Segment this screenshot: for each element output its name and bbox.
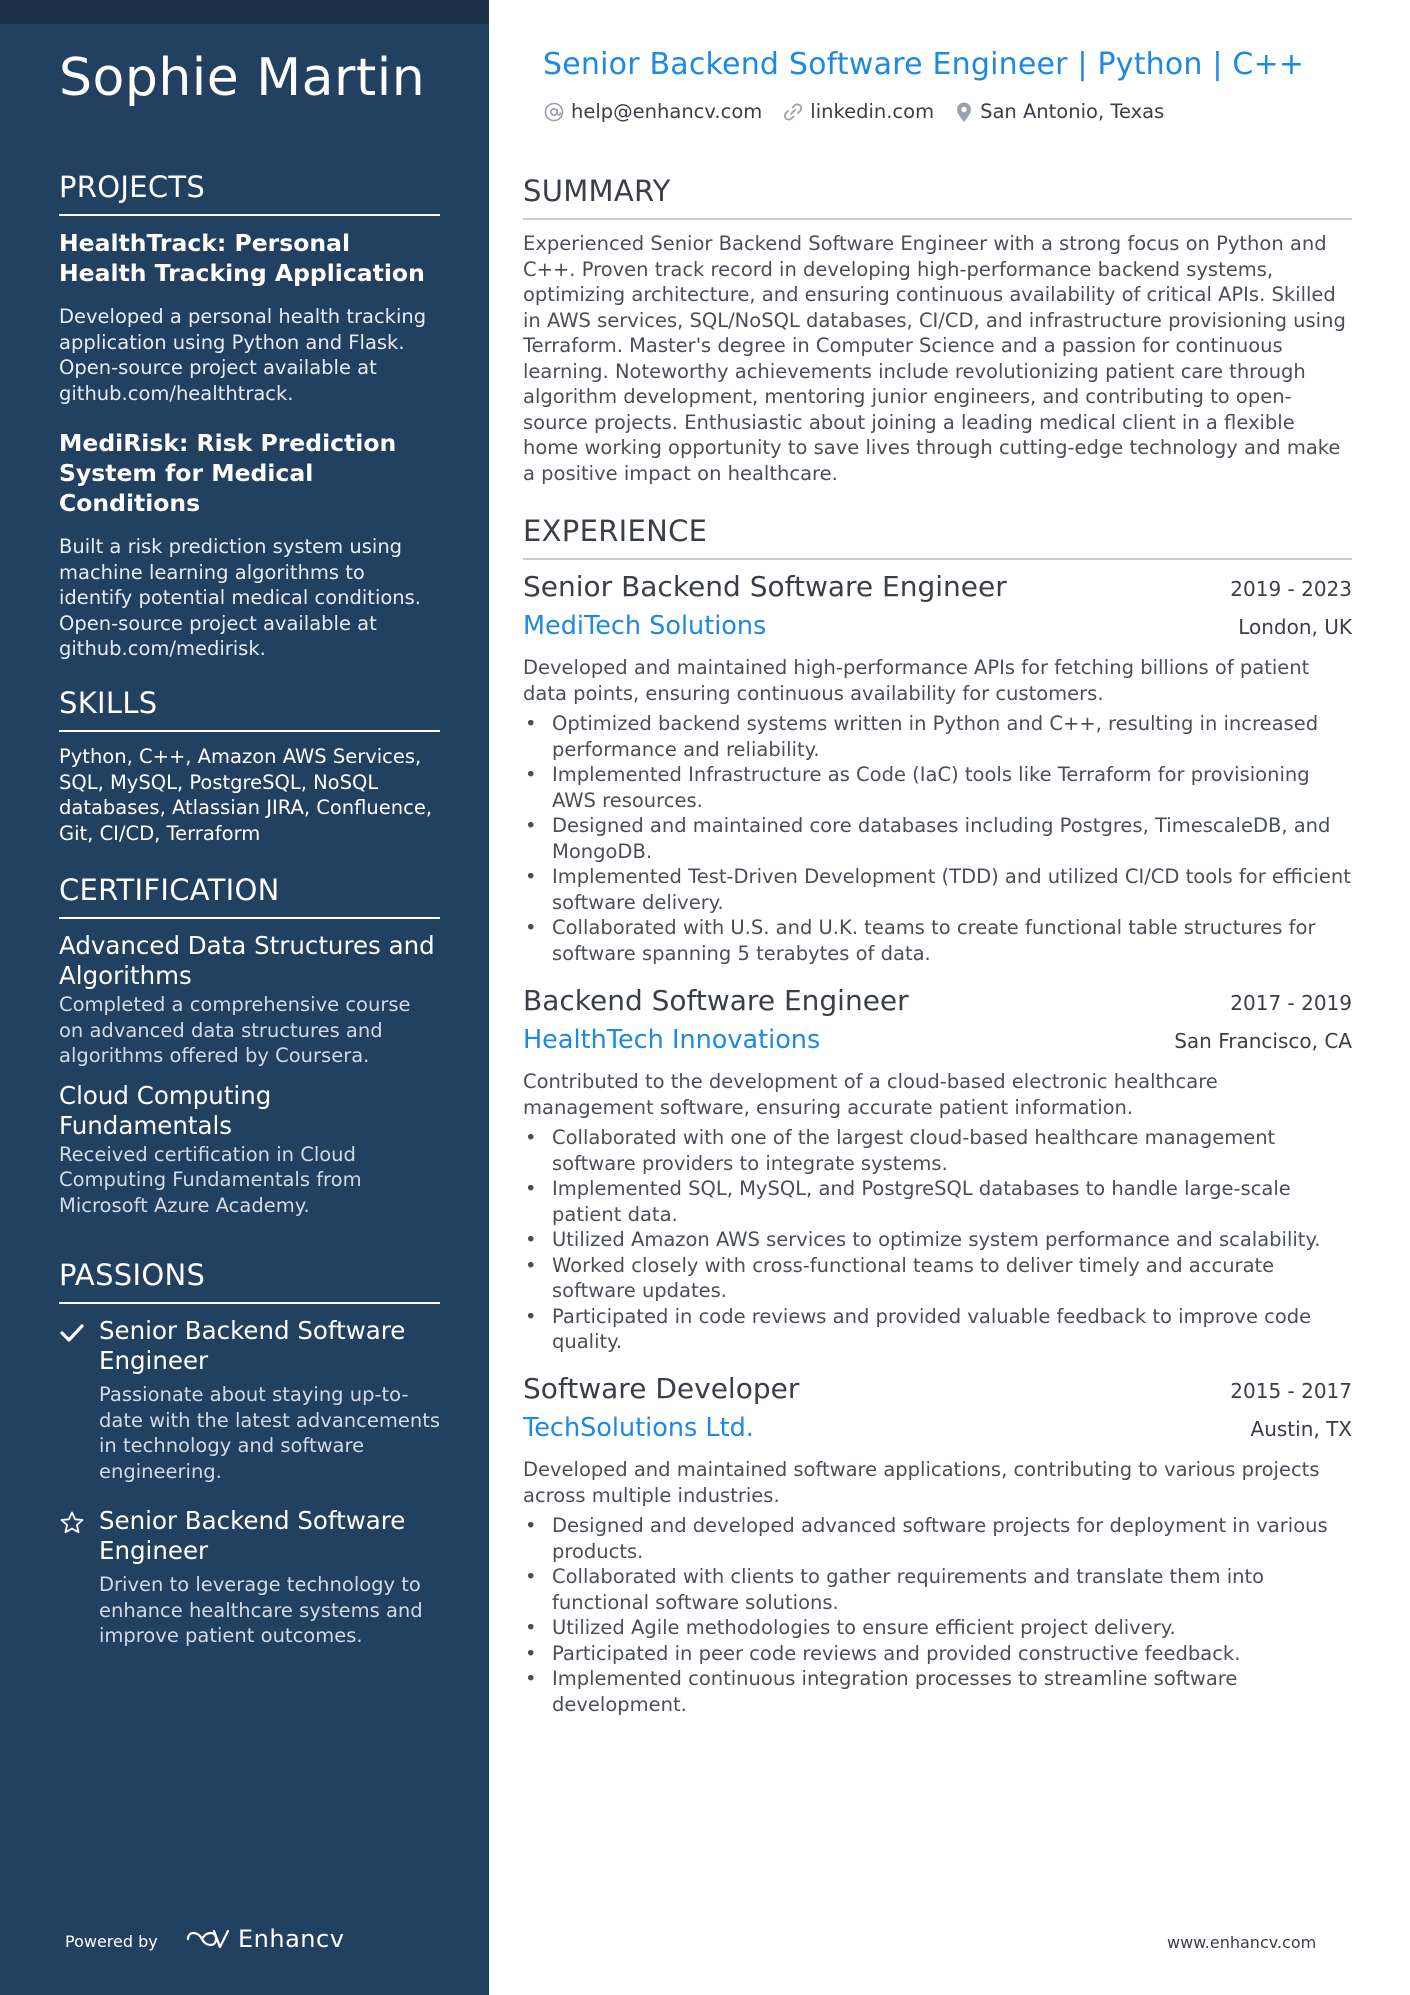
job-location: Austin, TX [1250,1417,1352,1441]
job-company: MediTech Solutions [523,611,767,641]
projects-section [59,170,440,662]
checkmark-icon [59,1320,85,1346]
job-description: Contributed to the development of a cloud-based electronic healthcare management software, ensuring accurate patient information. [523,1070,1218,1119]
job-location: San Francisco, CA [1174,1029,1352,1053]
job-bullet: • Participated in code reviews and provided valuable feedback to improve code quality. [523,1304,1352,1355]
job-location: London, UK [1238,615,1352,639]
job-bullet: • Participated in peer code reviews and provided constructive feedback. [523,1641,1352,1667]
projects-heading: PROJECTS [59,170,440,216]
location-pin-icon [954,101,974,123]
job-title: Senior Backend Software Engineer [523,570,1007,603]
certification-item [59,1081,440,1219]
job-bullet: • Collaborated with one of the largest cloud-based healthcare management software providers to integrate systems. [523,1125,1352,1176]
job-dates: 2017 - 2019 [1230,991,1352,1015]
job-bullet: • Implemented continuous integration processes to streamline software development. [523,1666,1352,1717]
headline: Senior Backend Software Engineer | Python | C++ [543,47,1305,82]
enhancv-logo-icon [184,1927,230,1951]
project-title: MediRisk: Risk Prediction System for Medical Conditions [59,429,397,517]
job-bullet: • Collaborated with U.S. and U.K. teams to create functional table structures for software spanning 5 terabytes of data. [523,915,1352,966]
job-bullet: • Worked closely with cross-functional teams to deliver timely and accurate software updates. [523,1253,1352,1304]
contact-email-text: help@enhancv.com [571,100,763,123]
job-bullet-list [523,1513,1352,1717]
job-bullet: • Designed and maintained core databases including Postgres, TimescaleDB, and MongoDB. [523,813,1352,864]
sidebar-top-bar [0,0,489,24]
passion-item [59,1506,440,1649]
job-description: Developed and maintained software applications, contributing to various projects across multiple industries. [523,1458,1320,1507]
job-title: Software Developer [523,1372,800,1405]
candidate-name: Sophie Martin [59,48,426,108]
contact-linkedin[interactable] [782,100,934,123]
passion-title: Senior Backend Software Engineer [99,1506,406,1565]
job-bullet: • Collaborated with clients to gather requirements and translate them into functional software solutions. [523,1564,1352,1615]
job-bullet: • Utilized Agile methodologies to ensure efficient project delivery. [523,1615,1352,1641]
enhancv-brand-name: Enhancv [238,1925,345,1953]
skills-heading: SKILLS [59,686,440,732]
powered-by-label: Powered by [65,1932,158,1951]
contact-email[interactable] [543,100,762,123]
contact-location [954,100,1164,123]
project-item [59,428,440,662]
project-description: Built a risk prediction system using machine learning algorithms to identify potential medical conditions. Open-source project available at github.com/medirisk. [59,535,422,660]
project-title: HealthTrack: Personal Health Tracking Application [59,229,425,287]
job-description: Developed and maintained high-performance APIs for fetching billions of patient data points, ensuring continuous availability for customers. [523,656,1310,705]
certification-title: Cloud Computing Fundamentals [59,1080,272,1140]
passions-section [59,1258,440,1649]
star-icon [59,1510,85,1536]
job-bullet: • Designed and developed advanced software projects for deployment in various products. [523,1513,1352,1564]
at-sign-icon [543,101,565,123]
job-dates: 2015 - 2017 [1230,1379,1352,1403]
job-company: TechSolutions Ltd. [523,1413,754,1443]
job-bullet: • Utilized Amazon AWS services to optimize system performance and scalability. [523,1227,1352,1253]
job-bullet-list [523,711,1352,966]
passion-description: Driven to leverage technology to enhance healthcare systems and improve patient outcomes. [99,1573,423,1647]
enhancv-logo[interactable] [184,1925,344,1953]
passion-title: Senior Backend Software Engineer [99,1316,406,1375]
job-bullet: • Implemented Infrastructure as Code (IaC) tools like Terraform for provisioning AWS resources. [523,762,1352,813]
passion-item [59,1316,440,1484]
job-bullet: • Implemented Test-Driven Development (TDD) and utilized CI/CD tools for efficient software delivery. [523,864,1352,915]
job-title: Backend Software Engineer [523,984,909,1017]
job-company: HealthTech Innovations [523,1025,821,1055]
contact-linkedin-text: linkedin.com [810,100,935,123]
job-bullet: • Optimized backend systems written in Python and C++, resulting in increased performance and reliability. [523,711,1352,762]
job-bullet-list [523,1125,1352,1355]
passion-description: Passionate about staying up-to-date with the latest advancements in technology and software engineering. [99,1383,441,1483]
summary-text: Experienced Senior Backend Software Engineer with a strong focus on Python and C++. Proven track record in developing high-performance backend systems, optimizing architecture, and ensuring continuous availability of critical APIs. Skilled in AWS services, SQL/NoSQL databases, CI/CD, and infrastructure provisioning using Terraform. Master's degree in Computer Science and a passion for continuous learning. Noteworthy achievements include revolutionizing patient care through algorithm development, mentoring junior engineers, and contributing to open-source projects. Enthusiastic about joining a leading medical client in a flexible home working opportunity to save lives through cutting-edge technology and make a positive impact on healthcare. [523,232,1346,485]
contact-location-text: San Antonio, Texas [980,100,1165,123]
summary-heading: SUMMARY [523,174,1352,220]
link-icon [782,101,804,123]
experience-heading: EXPERIENCE [523,514,1352,560]
project-item [59,228,440,406]
skills-list: Python, C++, Amazon AWS Services, SQL, MySQL, PostgreSQL, NoSQL databases, Atlassian JIRA, Confluence, Git, CI/CD, Terraform [59,745,433,845]
job-dates: 2019 - 2023 [1230,577,1352,601]
passions-heading: PASSIONS [59,1258,440,1304]
certification-heading: CERTIFICATION [59,873,440,919]
sidebar [0,0,489,1995]
job-bullet: • Implemented SQL, MySQL, and PostgreSQL databases to handle large-scale patient data. [523,1176,1352,1227]
certification-item [59,931,440,1069]
experience-item [523,570,1352,966]
footer-url[interactable]: www.enhancv.com [1167,1933,1317,1952]
contact-bar [543,100,1184,123]
certification-section [59,873,440,1218]
project-description: Developed a personal health tracking application using Python and Flask. Open-source project available at github.com/healthtrack. [59,305,427,405]
experience-item [523,984,1352,1355]
certification-description: Completed a comprehensive course on advanced data structures and algorithms offered by Coursera. [59,993,411,1067]
certification-title: Advanced Data Structures and Algorithms [59,931,435,990]
experience-item [523,1372,1352,1717]
skills-section [59,686,440,846]
certification-description: Received certification in Cloud Computing Fundamentals from Microsoft Azure Academy. [59,1142,362,1217]
